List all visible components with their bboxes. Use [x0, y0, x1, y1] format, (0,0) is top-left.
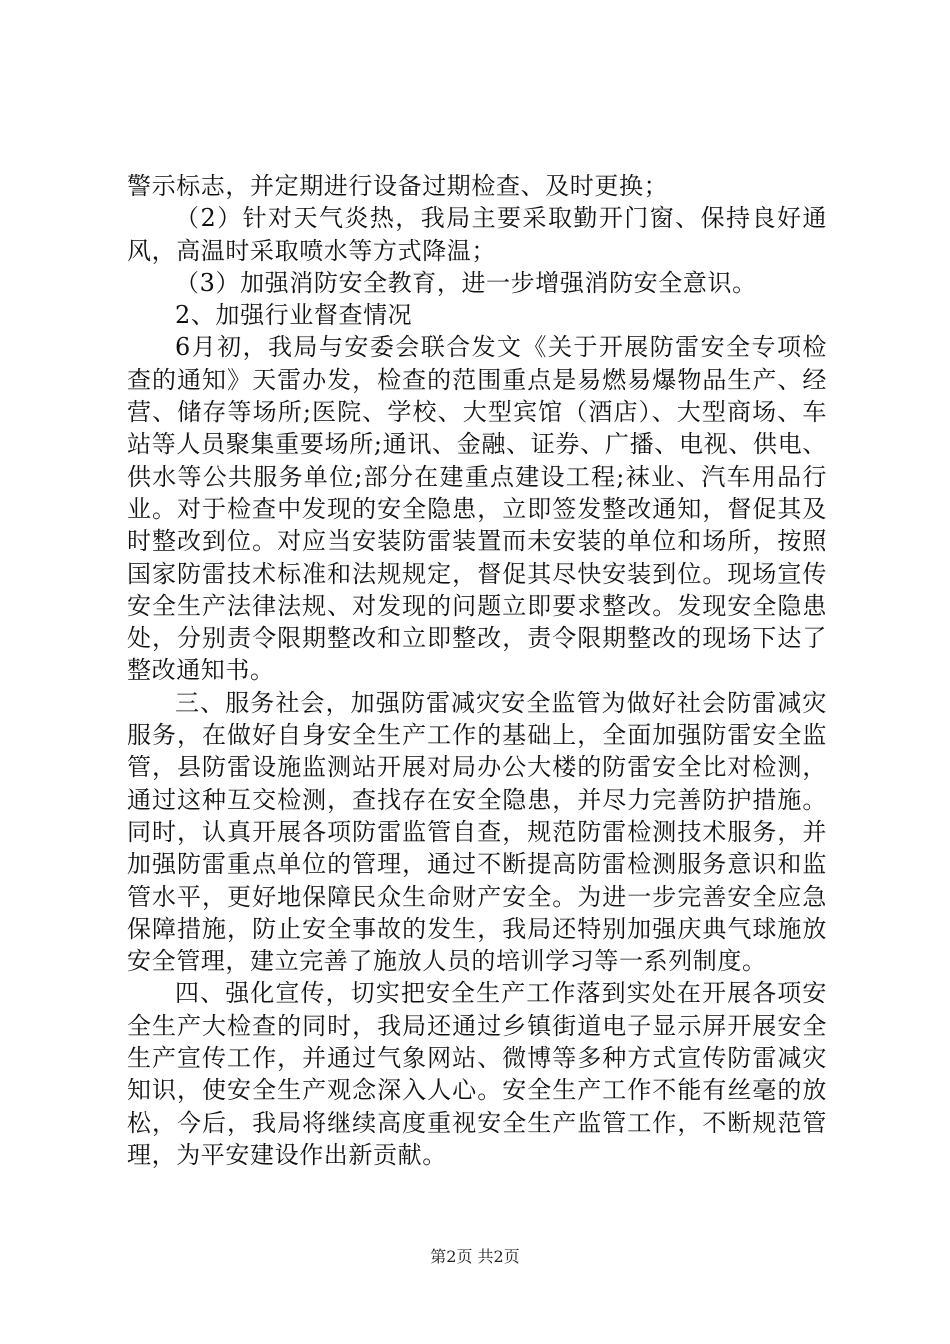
paragraph-section-3: 三、服务社会，加强防雷减灾安全监管为做好社会防雷减灾服务，在做好自身安全生产工作的基础上，全面加强防雷安全监管，县防雷设施监测站开展对局办公大楼的防雷安全比对检测，通过这种互交检测，查找存在安全隐患，并尽力完善防护措施。同时，认真开展各项防雷监管自查，规范防雷检测技术服务，并加强防雷重点单位的管理，通过不断提高防雷检测服务意识和监管水平，更好地保障民众生命财产安全。为进一步完善安全应急保障措施，防止安全事故的发生，我局还特别加强庆典气球施放安全管理，建立完善了施放人员的培训学习等一系列制度。 [127, 688, 827, 976]
paragraph-section-4: 四、强化宣传，切实把安全生产工作落到实处在开展各项安全生产大检查的同时，我局还通过乡镇街道电子显示屏开展安全生产宣传工作，并通过气象网站、微博等多种方式宣传防雷减灾知识，使安全生产观念深入人心。安全生产工作不能有丝毫的放松，今后，我局将继续高度重视安全生产监管工作，不断规范管理，为平安建设作出新贡献。 [127, 979, 827, 1169]
paragraph-item-2: （2）针对天气炎热，我局主要采取勤开门窗、保持良好通风，高温时采取喷水等方式降温； [127, 204, 827, 265]
section-heading-2: 2、加强行业督查情况 [175, 301, 413, 330]
paragraph-continuation: 警示标志，并定期进行设备过期检查、及时更换； [127, 172, 669, 200]
paragraph-inspection: 6月初，我局与安委会联合发文《关于开展防雷安全专项检查的通知》天雷办发，检查的范围重点是易燃易爆物品生产、经营、储存等场所;医院、学校、大型宾馆（酒店）、大型商场、车站等人员聚集重要场所;通讯、金融、证券、广播、电视、供电、供水等公共服务单位;部分在建重点建设工程;袜业、汽车用品行业。对于检查中发现的安全隐患，立即签发整改通知，督促其及时整改到位。对应当安装防雷装置而未安装的单位和场所，按照国家防雷技术标准和法规规定，督促其尽快安装到位。现场宣传安全生产法律法规、对发现的问题立即要求整改。发现安全隐患处，分别责令限期整改和立即整改，责令限期整改的现场下达了整改通知书。 [127, 333, 827, 685]
paragraph-item-3: （3）加强消防安全教育，进一步增强消防安全意识。 [175, 268, 757, 297]
page-number-footer: 第2页 共2页 [430, 1247, 520, 1266]
document-body [127, 170, 827, 1171]
